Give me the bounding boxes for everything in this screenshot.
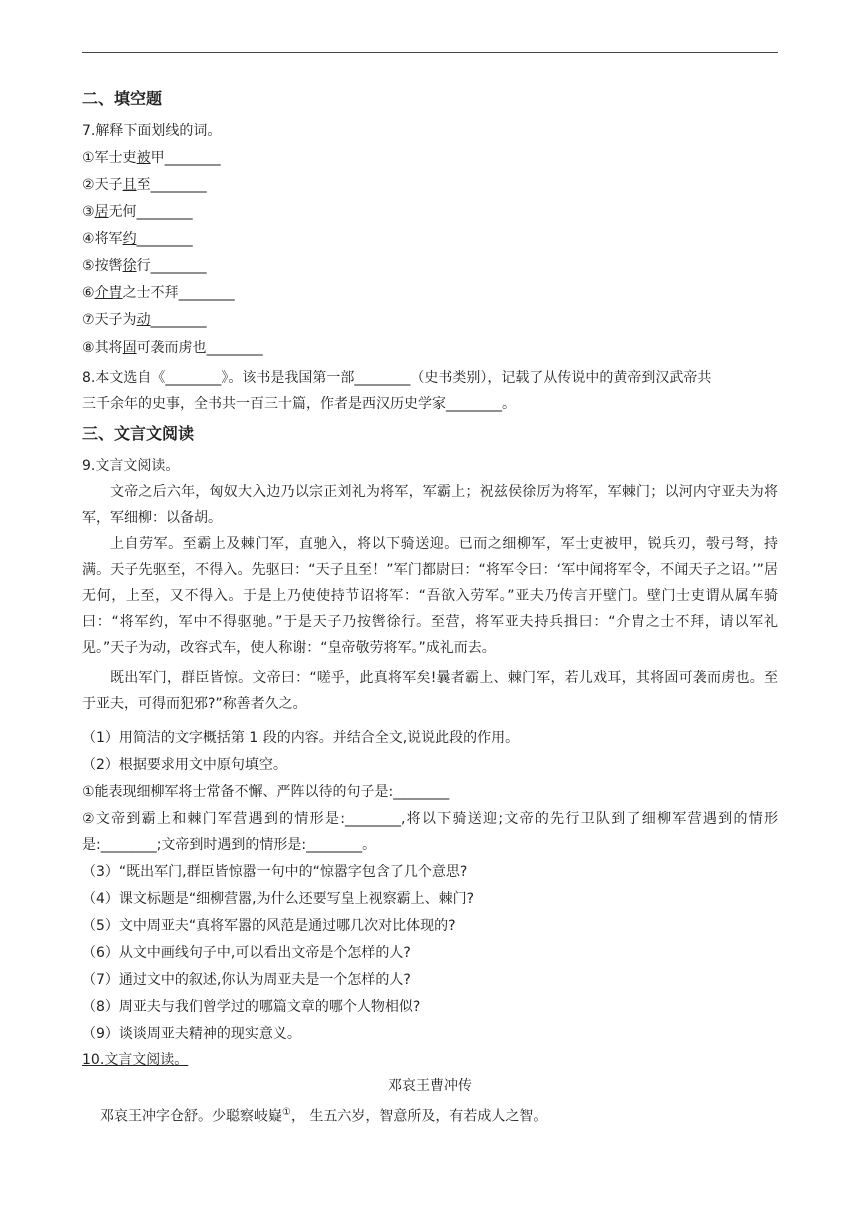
item-number: ① xyxy=(82,150,95,166)
answer-blank[interactable]: ________ xyxy=(150,258,207,274)
footnote-marker: ① xyxy=(282,1107,291,1118)
question-9-prompt: 9.文言文阅读。 xyxy=(82,458,180,474)
underlined-word: 固 xyxy=(122,340,137,356)
passage-paragraph-2: 上自劳军。至霸上及棘门军，直驰入，将以下骑送迎。已而之细柳军，军士吏被甲，锐兵刃，彀弓弩，持满。天子先驱至，不得入。先驱曰：“天子且至！”军门都尉曰：“将军令曰：‘军中闻将军令，不闻天子之诏。’”居无何，上至，又不得入。于是上乃使使持节诏将军：“吾欲入劳军。”亚夫乃传言开壁门。壁门士吏谓从属车骑曰：“将军约，军中不得驱驰。”于是天子乃按辔徐行。至营，将军亚夫持兵揖曰：“介胄之士不拜，请以军礼见。”天子为动，改容式车，使人称谢：“皇帝敬劳将军。”成礼而去。 xyxy=(82,536,778,656)
question-8-line-1: 8.本文选自《________》。该书是我国第一部________（史书类别），记载了从传说中的黄帝到汉武帝共 xyxy=(82,370,712,386)
question-7-item xyxy=(82,338,263,358)
answer-blank[interactable]: ________ xyxy=(206,340,263,356)
item-number: ② xyxy=(82,177,95,193)
question-9-subquestion: （9）谈谈周亚夫精神的现实意义。 xyxy=(82,1026,301,1042)
item-number: ④ xyxy=(82,231,95,247)
question-9-subquestion: （2）根据要求用文中原句填空。 xyxy=(82,757,287,773)
question-9-subquestion: （4）课文标题是“细柳营嚣,为什么还要写皇上视察霸上、棘门? xyxy=(82,891,475,907)
item-number: ⑤ xyxy=(82,258,95,274)
item-number: ⑧ xyxy=(82,340,95,356)
question-7-item xyxy=(82,175,207,195)
question-9-subquestion: （6）从文中画线句子中,可以看出文帝是个怎样的人? xyxy=(82,945,411,961)
question-7-item xyxy=(82,202,193,222)
section-title-classical-reading: 三、文言文阅读 xyxy=(82,424,195,443)
question-7-item xyxy=(82,229,193,249)
passage-paragraph-3: 既出军门，群臣皆惊。文帝曰：“嗟乎，此真将军矣!曩者霸上、棘门军，若儿戏耳，其将固可袭而虏也。至于亚夫，可得而犯邪?”称善者久之。 xyxy=(82,670,778,712)
answer-blank[interactable]: ________ xyxy=(150,177,207,193)
answer-blank[interactable]: ________ xyxy=(150,312,207,328)
question-7-item xyxy=(82,148,221,168)
underlined-word: 被 xyxy=(136,150,151,166)
item-number: ③ xyxy=(82,204,95,220)
paragraph-text-b: ， 生五六岁，智意所及，有若成人之智。 xyxy=(290,1108,548,1125)
question-9-subquestion: （1）用简洁的文字概括第 1 段的内容。并结合全文,说说此段的作用。 xyxy=(82,730,520,746)
passage-paragraph-1: 文帝之后六年，匈奴大入边乃以宗正刘礼为将军，军霸上；祝兹侯徐厉为将军，军棘门；以河内守亚夫为将军，军细柳：以备胡。 xyxy=(82,484,778,526)
answer-blank[interactable]: ________ xyxy=(136,231,193,247)
question-7-prompt: 7.解释下面划线的词。 xyxy=(82,123,222,139)
question-9-subquestion: （7）通过文中的叙述,你认为周亚夫是一个怎样的人? xyxy=(82,972,411,988)
question-7-item xyxy=(82,283,235,303)
section-title-fill-blank: 二、填空题 xyxy=(82,89,163,108)
item-text-before: 其将 xyxy=(94,340,123,356)
answer-blank[interactable]: ________ xyxy=(136,204,193,220)
item-text-after: 至 xyxy=(136,177,151,193)
question-10-paragraph-1 xyxy=(100,1103,547,1127)
underlined-word: 介胄 xyxy=(94,285,123,301)
item-text-before: 将军 xyxy=(94,231,123,247)
answer-blank[interactable]: ________ xyxy=(164,150,221,166)
item-text-before: 按辔 xyxy=(94,258,123,274)
item-text-after: 可袭而虏也 xyxy=(136,340,207,356)
item-text-before: 天子为 xyxy=(94,312,137,328)
answer-blank[interactable]: ________ xyxy=(178,285,235,301)
underlined-word: 徐 xyxy=(122,258,137,274)
question-10-prompt-text: 10.文言文阅读。 xyxy=(82,1052,189,1068)
item-text-after: 甲 xyxy=(150,150,165,166)
underlined-word: 动 xyxy=(136,312,151,328)
question-9-subquestion: （8）周亚夫与我们曾学过的哪篇文章的哪个人物相似? xyxy=(82,999,421,1015)
question-9-subquestion: （5）文中周亚夫“真将军嚣的风范是通过哪几次对比体现的? xyxy=(82,918,456,934)
paragraph-text-a: 邓哀王冲字仓舒。少聪察岐嶷 xyxy=(100,1108,282,1125)
item-text-after: 之士不拜 xyxy=(122,285,179,301)
item-text-after: 无何 xyxy=(108,204,137,220)
question-7-item xyxy=(82,310,207,330)
item-number: ⑥ xyxy=(82,285,95,301)
question-7-item xyxy=(82,256,207,276)
underlined-word: 约 xyxy=(122,231,137,247)
underlined-word: 居 xyxy=(94,204,109,220)
item-text-after: 行 xyxy=(136,258,151,274)
item-number: ⑦ xyxy=(82,312,95,328)
question-8-line-2: 三千余年的史事，全书共一百三十篇，作者是西汉历史学家________。 xyxy=(82,396,516,412)
item-text-before: 天子 xyxy=(94,177,123,193)
question-10-prompt xyxy=(82,1050,188,1070)
underlined-word: 且 xyxy=(122,177,137,193)
question-9-subquestion: ②文帝到霸上和棘门军营遇到的情形是:________,将以下骑送迎;文帝的先行卫队到了细柳军营遇到的情形是:________;文帝到时遇到的情形是:________。 xyxy=(82,811,778,853)
question-9-subquestion: ①能表现细柳军将士常备不懈、严阵以待的句子是:________ xyxy=(82,784,450,800)
header-rule xyxy=(82,52,778,53)
passage-title: 邓哀王曹冲传 xyxy=(388,1078,472,1094)
item-text-before: 军士吏 xyxy=(94,150,137,166)
question-9-subquestion: （3）“既出军门,群臣皆惊嚣一句中的“惊嚣字包含了几个意思? xyxy=(82,864,468,880)
